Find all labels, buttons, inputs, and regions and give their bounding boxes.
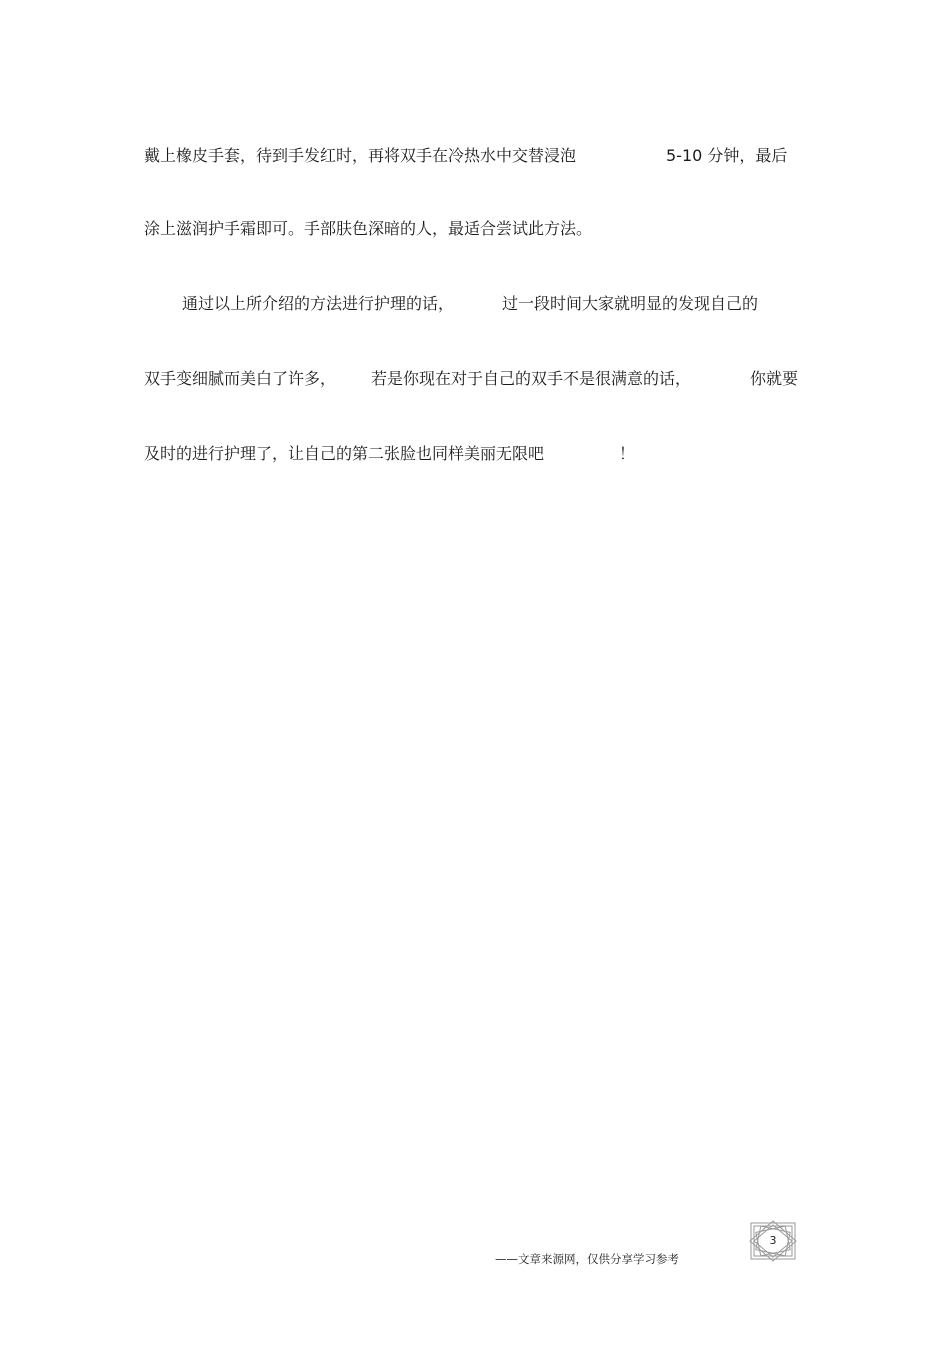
text-segment: 若是你现在对于自己的双手不是很满意的话，: [371, 369, 692, 388]
text-segment: 戴上橡皮手套，待到手发红时，再将双手在冷热水中交替浸泡: [144, 146, 577, 165]
text-segment: 5-10 分钟，最后: [666, 146, 788, 165]
text-segment: ！: [619, 444, 636, 463]
text-segment: 双手变细腻而美白了许多，: [144, 369, 337, 388]
text-segment: 过一段时间大家就明显的发现自己的: [502, 294, 759, 313]
footer-source-note: ——文章来源网，仅供分享学习参考: [495, 1252, 679, 1266]
text-segment: 通过以上所介绍的方法进行护理的话，: [182, 294, 455, 313]
page-number-badge: [748, 1220, 798, 1262]
text-segment: 你就要: [750, 369, 799, 388]
text-segment: 及时的进行护理了，让自己的第二张脸也同样美丽无限吧: [144, 444, 545, 463]
text-segment: 涂上滋润护手霜即可。手部肤色深暗的人，最适合尝试此方法。: [144, 219, 593, 238]
page-number: 3: [769, 1234, 777, 1247]
